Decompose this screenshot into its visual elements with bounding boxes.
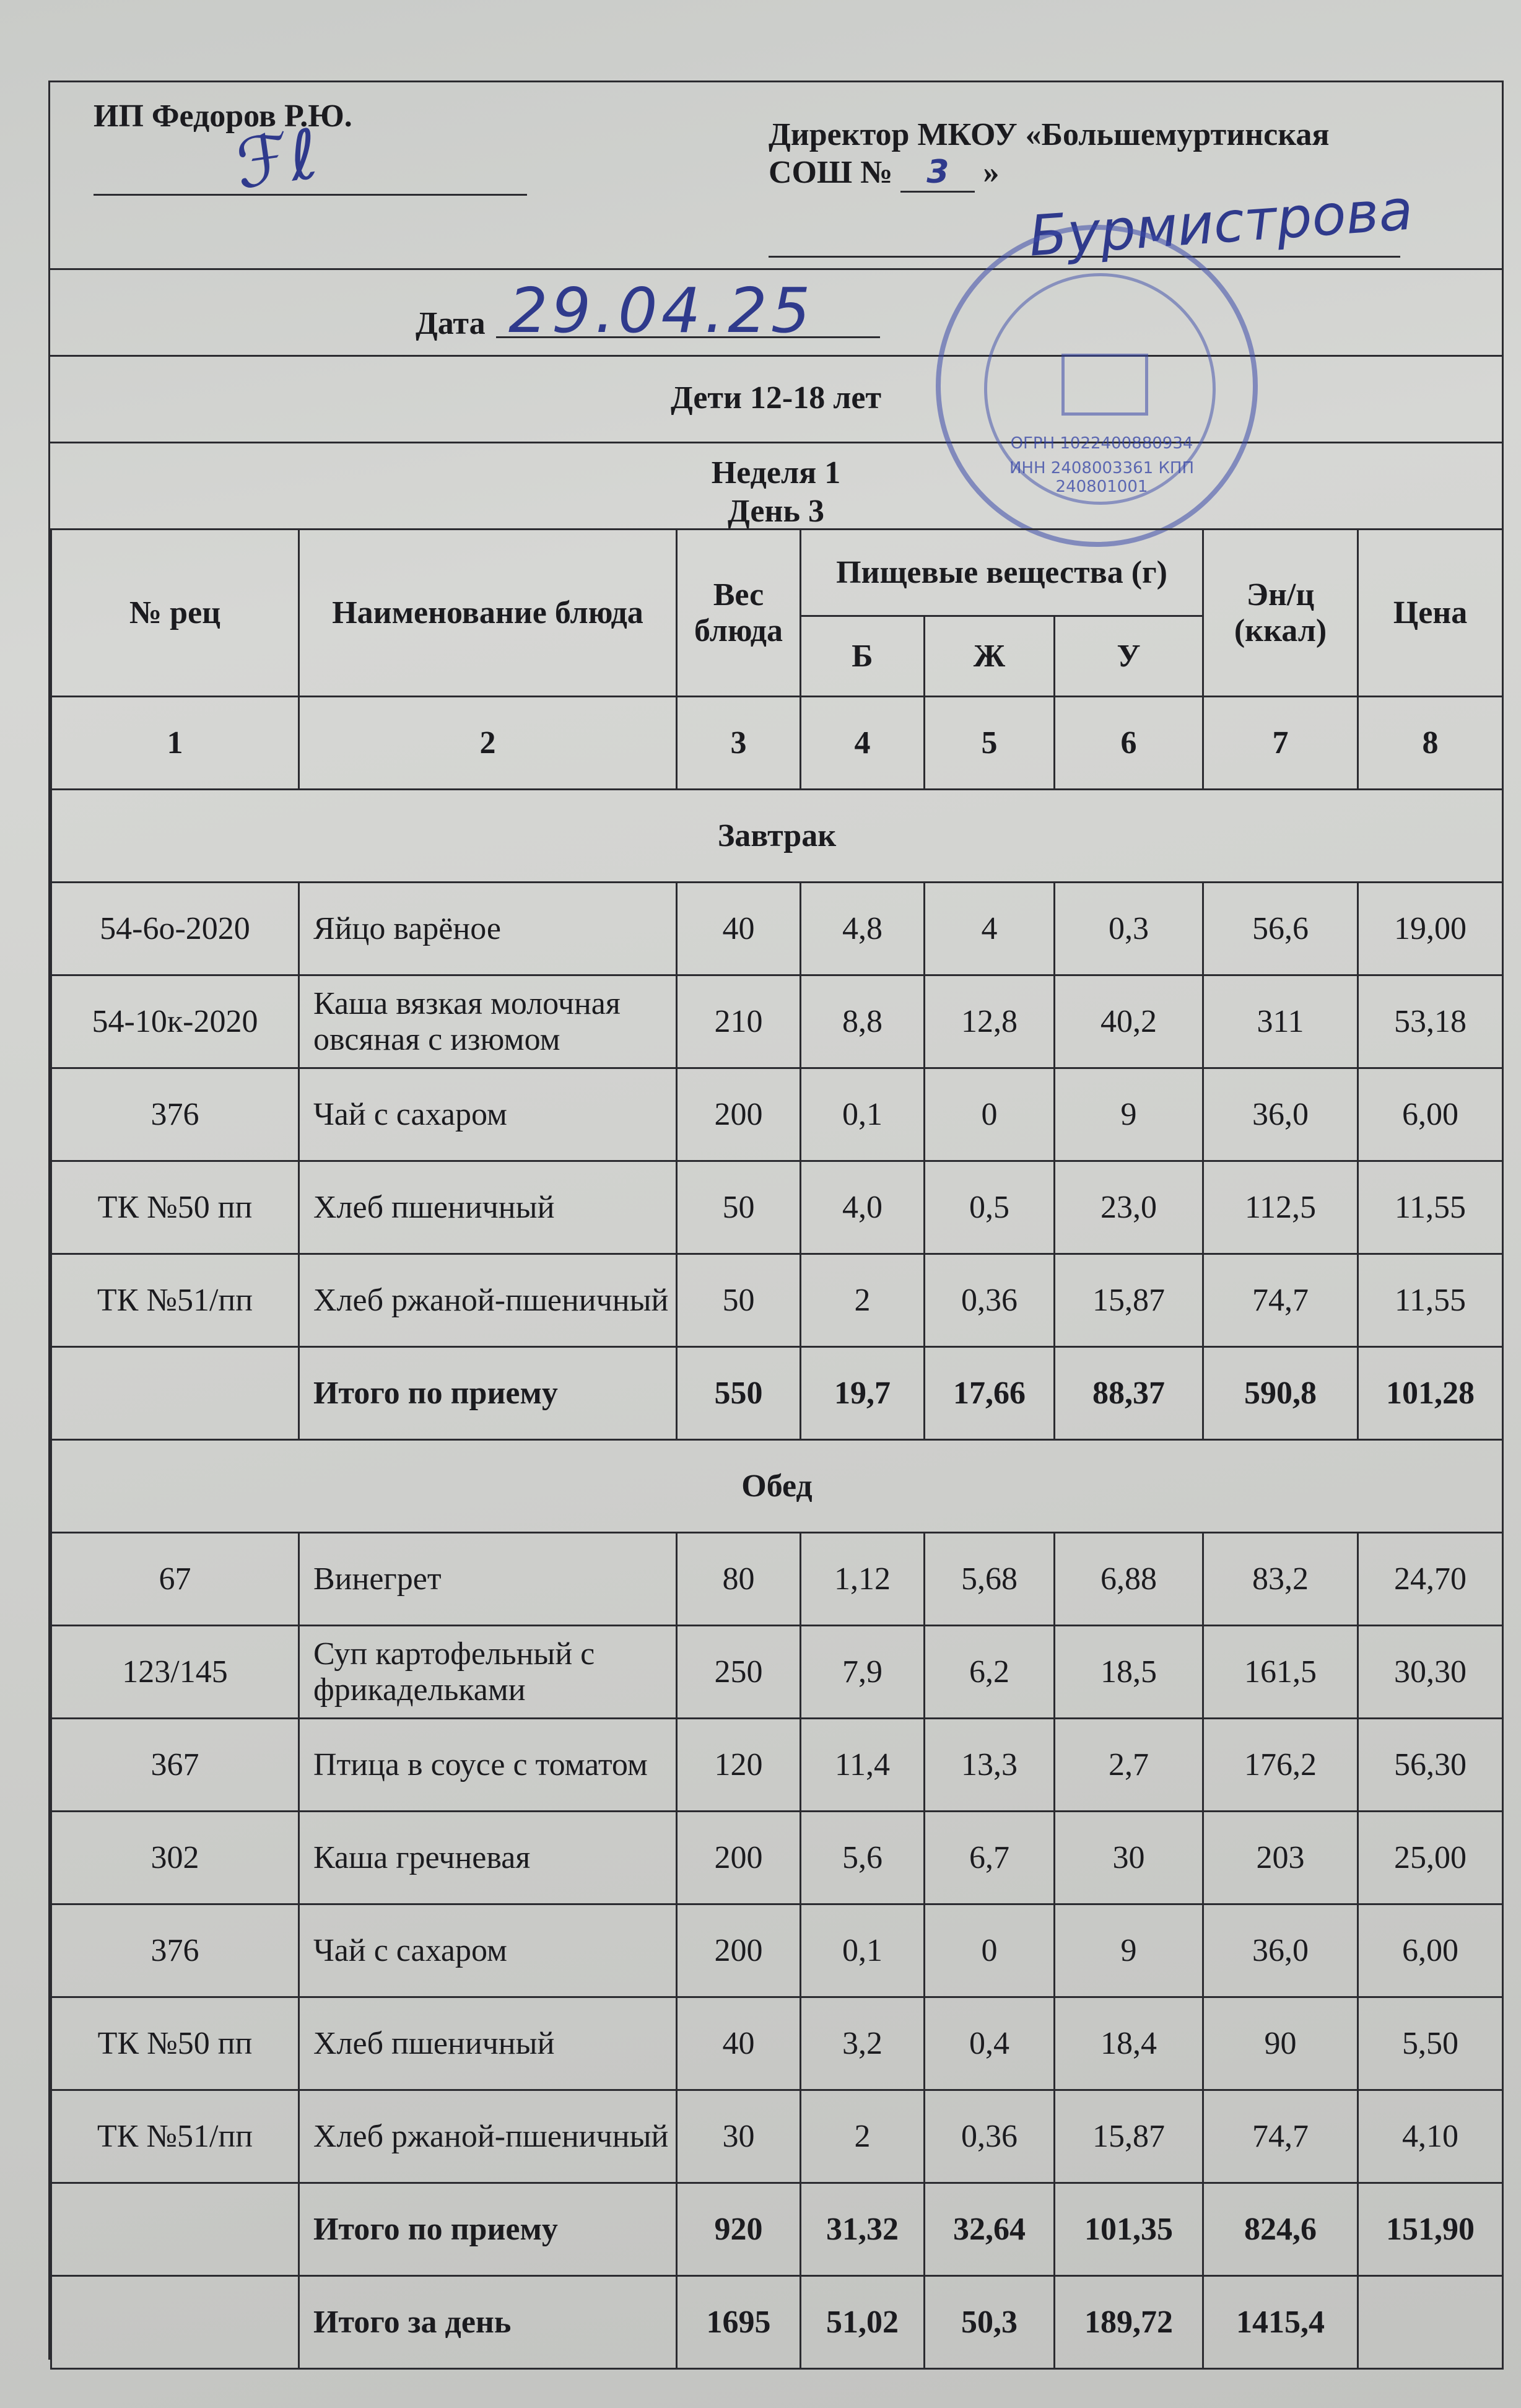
fat-cell: 0	[925, 1068, 1055, 1161]
total-energy: 590,8	[1203, 1347, 1358, 1440]
carbs-cell: 15,87	[1055, 1254, 1203, 1347]
fat-cell: 5,68	[925, 1533, 1055, 1626]
col-fat: Ж	[925, 616, 1055, 697]
menu-body	[51, 790, 1503, 2369]
recipe-no-cell: ТК №50 пп	[51, 1997, 299, 2090]
fat-cell: 13,3	[925, 1719, 1055, 1812]
energy-cell: 311	[1203, 975, 1358, 1068]
fat-cell: 0	[925, 1904, 1055, 1997]
protein-cell: 8,8	[801, 975, 925, 1068]
weight-cell: 50	[677, 1254, 801, 1347]
school-stamp	[936, 225, 1258, 547]
recipe-no-cell: ТК №51/пп	[51, 2090, 299, 2183]
protein-cell: 7,9	[801, 1626, 925, 1719]
col-carbs: У	[1055, 616, 1203, 697]
price-cell: 5,50	[1358, 1997, 1503, 2090]
col-num-1: 1	[51, 697, 299, 790]
price-cell: 6,00	[1358, 1904, 1503, 1997]
table-row	[51, 975, 1503, 1068]
price-cell: 4,10	[1358, 2090, 1503, 2183]
col-dish-name: Наименование блюда	[299, 530, 677, 697]
table-row	[51, 1626, 1503, 1719]
col-protein: Б	[801, 616, 925, 697]
menu-table	[50, 528, 1504, 2370]
price-cell: 11,55	[1358, 1161, 1503, 1254]
energy-cell: 56,6	[1203, 883, 1358, 975]
dish-name-cell: Винегрет	[299, 1533, 677, 1626]
protein-cell: 4,0	[801, 1161, 925, 1254]
energy-cell: 83,2	[1203, 1533, 1358, 1626]
total-protein: 31,32	[801, 2183, 925, 2276]
weight-cell: 200	[677, 1068, 801, 1161]
recipe-no-cell: ТК №50 пп	[51, 1161, 299, 1254]
col-num-8: 8	[1358, 697, 1503, 790]
total-carbs: 189,72	[1055, 2276, 1203, 2369]
protein-cell: 0,1	[801, 1904, 925, 1997]
table-row	[51, 1533, 1503, 1626]
total-price	[1358, 2276, 1503, 2369]
col-num-5: 5	[925, 697, 1055, 790]
col-num-4: 4	[801, 697, 925, 790]
total-protein: 51,02	[801, 2276, 925, 2369]
carbs-cell: 15,87	[1055, 2090, 1203, 2183]
total-price: 101,28	[1358, 1347, 1503, 1440]
total-energy: 824,6	[1203, 2183, 1358, 2276]
dish-name-cell: Хлеб пшеничный	[299, 1161, 677, 1254]
col-energy: Эн/ц (ккал)	[1203, 530, 1358, 697]
recipe-no-cell: 376	[51, 1068, 299, 1161]
col-num-6: 6	[1055, 697, 1203, 790]
energy-cell: 74,7	[1203, 1254, 1358, 1347]
total-empty-cell	[51, 1347, 299, 1440]
dish-name-cell: Хлеб ржаной-пшеничный	[299, 1254, 677, 1347]
day-label: День 3	[728, 494, 824, 529]
stamp-text-ogrn: ОГРН 1022400880934	[1010, 434, 1193, 453]
protein-cell: 2	[801, 2090, 925, 2183]
section-lunch: Обед	[51, 1440, 1503, 1533]
fat-cell: 0,5	[925, 1161, 1055, 1254]
recipe-no-cell: 302	[51, 1812, 299, 1904]
price-cell: 56,30	[1358, 1719, 1503, 1812]
table-row	[51, 1719, 1503, 1812]
col-num-7: 7	[1203, 697, 1358, 790]
total-label: Итого за день	[299, 2276, 677, 2369]
book-icon	[1061, 354, 1148, 416]
total-carbs: 88,37	[1055, 1347, 1203, 1440]
total-weight: 550	[677, 1347, 801, 1440]
recipe-no-cell: 54-10к-2020	[51, 975, 299, 1068]
protein-cell: 0,1	[801, 1068, 925, 1161]
protein-cell: 2	[801, 1254, 925, 1347]
recipe-no-cell: 376	[51, 1904, 299, 1997]
weight-cell: 30	[677, 2090, 801, 2183]
weight-cell: 80	[677, 1533, 801, 1626]
price-cell: 24,70	[1358, 1533, 1503, 1626]
weight-cell: 250	[677, 1626, 801, 1719]
total-empty-cell	[51, 2183, 299, 2276]
total-empty-cell	[51, 2276, 299, 2369]
carbs-cell: 23,0	[1055, 1161, 1203, 1254]
director-signature: Бурмистрова	[1027, 177, 1415, 269]
energy-cell: 203	[1203, 1812, 1358, 1904]
table-row	[51, 1997, 1503, 2090]
price-cell: 6,00	[1358, 1068, 1503, 1161]
col-price: Цена	[1358, 530, 1503, 697]
carbs-cell: 30	[1055, 1812, 1203, 1904]
fat-cell: 0,36	[925, 2090, 1055, 2183]
col-num-2: 2	[299, 697, 677, 790]
total-protein: 19,7	[801, 1347, 925, 1440]
week-day	[50, 454, 1502, 531]
table-row	[51, 1068, 1503, 1161]
weight-cell: 200	[677, 1812, 801, 1904]
energy-cell: 36,0	[1203, 1068, 1358, 1161]
protein-cell: 3,2	[801, 1997, 925, 2090]
dish-name-cell: Хлеб ржаной-пшеничный	[299, 2090, 677, 2183]
section-breakfast: Завтрак	[51, 790, 1503, 883]
protein-cell: 5,6	[801, 1812, 925, 1904]
price-cell: 53,18	[1358, 975, 1503, 1068]
energy-cell: 176,2	[1203, 1719, 1358, 1812]
date-row	[50, 268, 1502, 357]
total-price: 151,90	[1358, 2183, 1503, 2276]
recipe-no-cell: 67	[51, 1533, 299, 1626]
date-value: 29.04.25	[508, 274, 814, 347]
total-fat: 50,3	[925, 2276, 1055, 2369]
energy-cell: 36,0	[1203, 1904, 1358, 1997]
energy-cell: 74,7	[1203, 2090, 1358, 2183]
dish-name-cell: Суп картофельный с фрикадельками	[299, 1626, 677, 1719]
col-nutrients: Пищевые вещества (г)	[801, 530, 1203, 616]
dish-name-cell: Чай с сахаром	[299, 1068, 677, 1161]
supplier-signature: ℱℓ	[230, 114, 323, 204]
fat-cell: 6,7	[925, 1812, 1055, 1904]
dish-name-cell: Каша вязкая молочная овсяная с изюмом	[299, 975, 677, 1068]
weight-cell: 120	[677, 1719, 801, 1812]
approval-header	[50, 82, 1502, 270]
col-weight: Вес блюда	[677, 530, 801, 697]
price-cell: 19,00	[1358, 883, 1503, 975]
total-weight: 1695	[677, 2276, 801, 2369]
weight-cell: 40	[677, 1997, 801, 2090]
fat-cell: 0,4	[925, 1997, 1055, 2090]
protein-cell: 11,4	[801, 1719, 925, 1812]
total-weight: 920	[677, 2183, 801, 2276]
total-row	[51, 2183, 1503, 2276]
school-suffix: »	[983, 155, 1000, 190]
total-fat: 17,66	[925, 1347, 1055, 1440]
weight-cell: 50	[677, 1161, 801, 1254]
protein-cell: 1,12	[801, 1533, 925, 1626]
date-label: Дата	[416, 306, 486, 341]
table-row	[51, 1161, 1503, 1254]
school-prefix: СОШ №	[769, 155, 893, 190]
carbs-cell: 18,5	[1055, 1626, 1203, 1719]
stamp-text-inn: ИНН 2408003361 КПП 240801001	[1009, 459, 1195, 496]
recipe-no-cell: 54-6о-2020	[51, 883, 299, 975]
fat-cell: 4	[925, 883, 1055, 975]
table-row	[51, 1254, 1503, 1347]
table-row	[51, 883, 1503, 975]
col-num-3: 3	[677, 697, 801, 790]
week-label: Неделя 1	[711, 455, 841, 491]
supplier-name: ИП Федоров Р.Ю.	[94, 98, 352, 134]
table-row	[51, 2090, 1503, 2183]
carbs-cell: 40,2	[1055, 975, 1203, 1068]
recipe-no-cell: ТК №51/пп	[51, 1254, 299, 1347]
carbs-cell: 9	[1055, 1904, 1203, 1997]
carbs-cell: 6,88	[1055, 1533, 1203, 1626]
weight-cell: 210	[677, 975, 801, 1068]
dish-name-cell: Хлеб пшеничный	[299, 1997, 677, 2090]
weight-cell: 200	[677, 1904, 801, 1997]
total-fat: 32,64	[925, 2183, 1055, 2276]
price-cell: 25,00	[1358, 1812, 1503, 1904]
fat-cell: 6,2	[925, 1626, 1055, 1719]
col-recipe-no: № рец	[51, 530, 299, 697]
age-group: Дети 12-18 лет	[50, 355, 1502, 443]
table-row	[51, 1812, 1503, 1904]
director-title: Директор МКОУ «Большемуртинская	[769, 117, 1330, 152]
carbs-cell: 18,4	[1055, 1997, 1203, 2090]
recipe-no-cell: 367	[51, 1719, 299, 1812]
fat-cell: 12,8	[925, 975, 1055, 1068]
fat-cell: 0,36	[925, 1254, 1055, 1347]
carbs-cell: 9	[1055, 1068, 1203, 1161]
recipe-no-cell: 123/145	[51, 1626, 299, 1719]
total-carbs: 101,35	[1055, 2183, 1203, 2276]
dish-name-cell: Каша гречневая	[299, 1812, 677, 1904]
dish-name-cell: Птица в соусе с томатом	[299, 1719, 677, 1812]
price-cell: 30,30	[1358, 1626, 1503, 1719]
protein-cell: 4,8	[801, 883, 925, 975]
carbs-cell: 0,3	[1055, 883, 1203, 975]
total-label: Итого по приему	[299, 2183, 677, 2276]
total-row	[51, 1347, 1503, 1440]
carbs-cell: 2,7	[1055, 1719, 1203, 1812]
price-cell: 11,55	[1358, 1254, 1503, 1347]
energy-cell: 112,5	[1203, 1161, 1358, 1254]
table-row	[51, 1904, 1503, 1997]
dish-name-cell: Яйцо варёное	[299, 883, 677, 975]
energy-cell: 90	[1203, 1997, 1358, 2090]
weight-cell: 40	[677, 883, 801, 975]
total-label: Итого по приему	[299, 1347, 677, 1440]
energy-cell: 161,5	[1203, 1626, 1358, 1719]
school-number: 3	[900, 154, 975, 193]
director-school	[769, 154, 999, 193]
total-row	[51, 2276, 1503, 2369]
total-energy: 1415,4	[1203, 2276, 1358, 2369]
menu-document	[48, 81, 1504, 2360]
dish-name-cell: Чай с сахаром	[299, 1904, 677, 1997]
